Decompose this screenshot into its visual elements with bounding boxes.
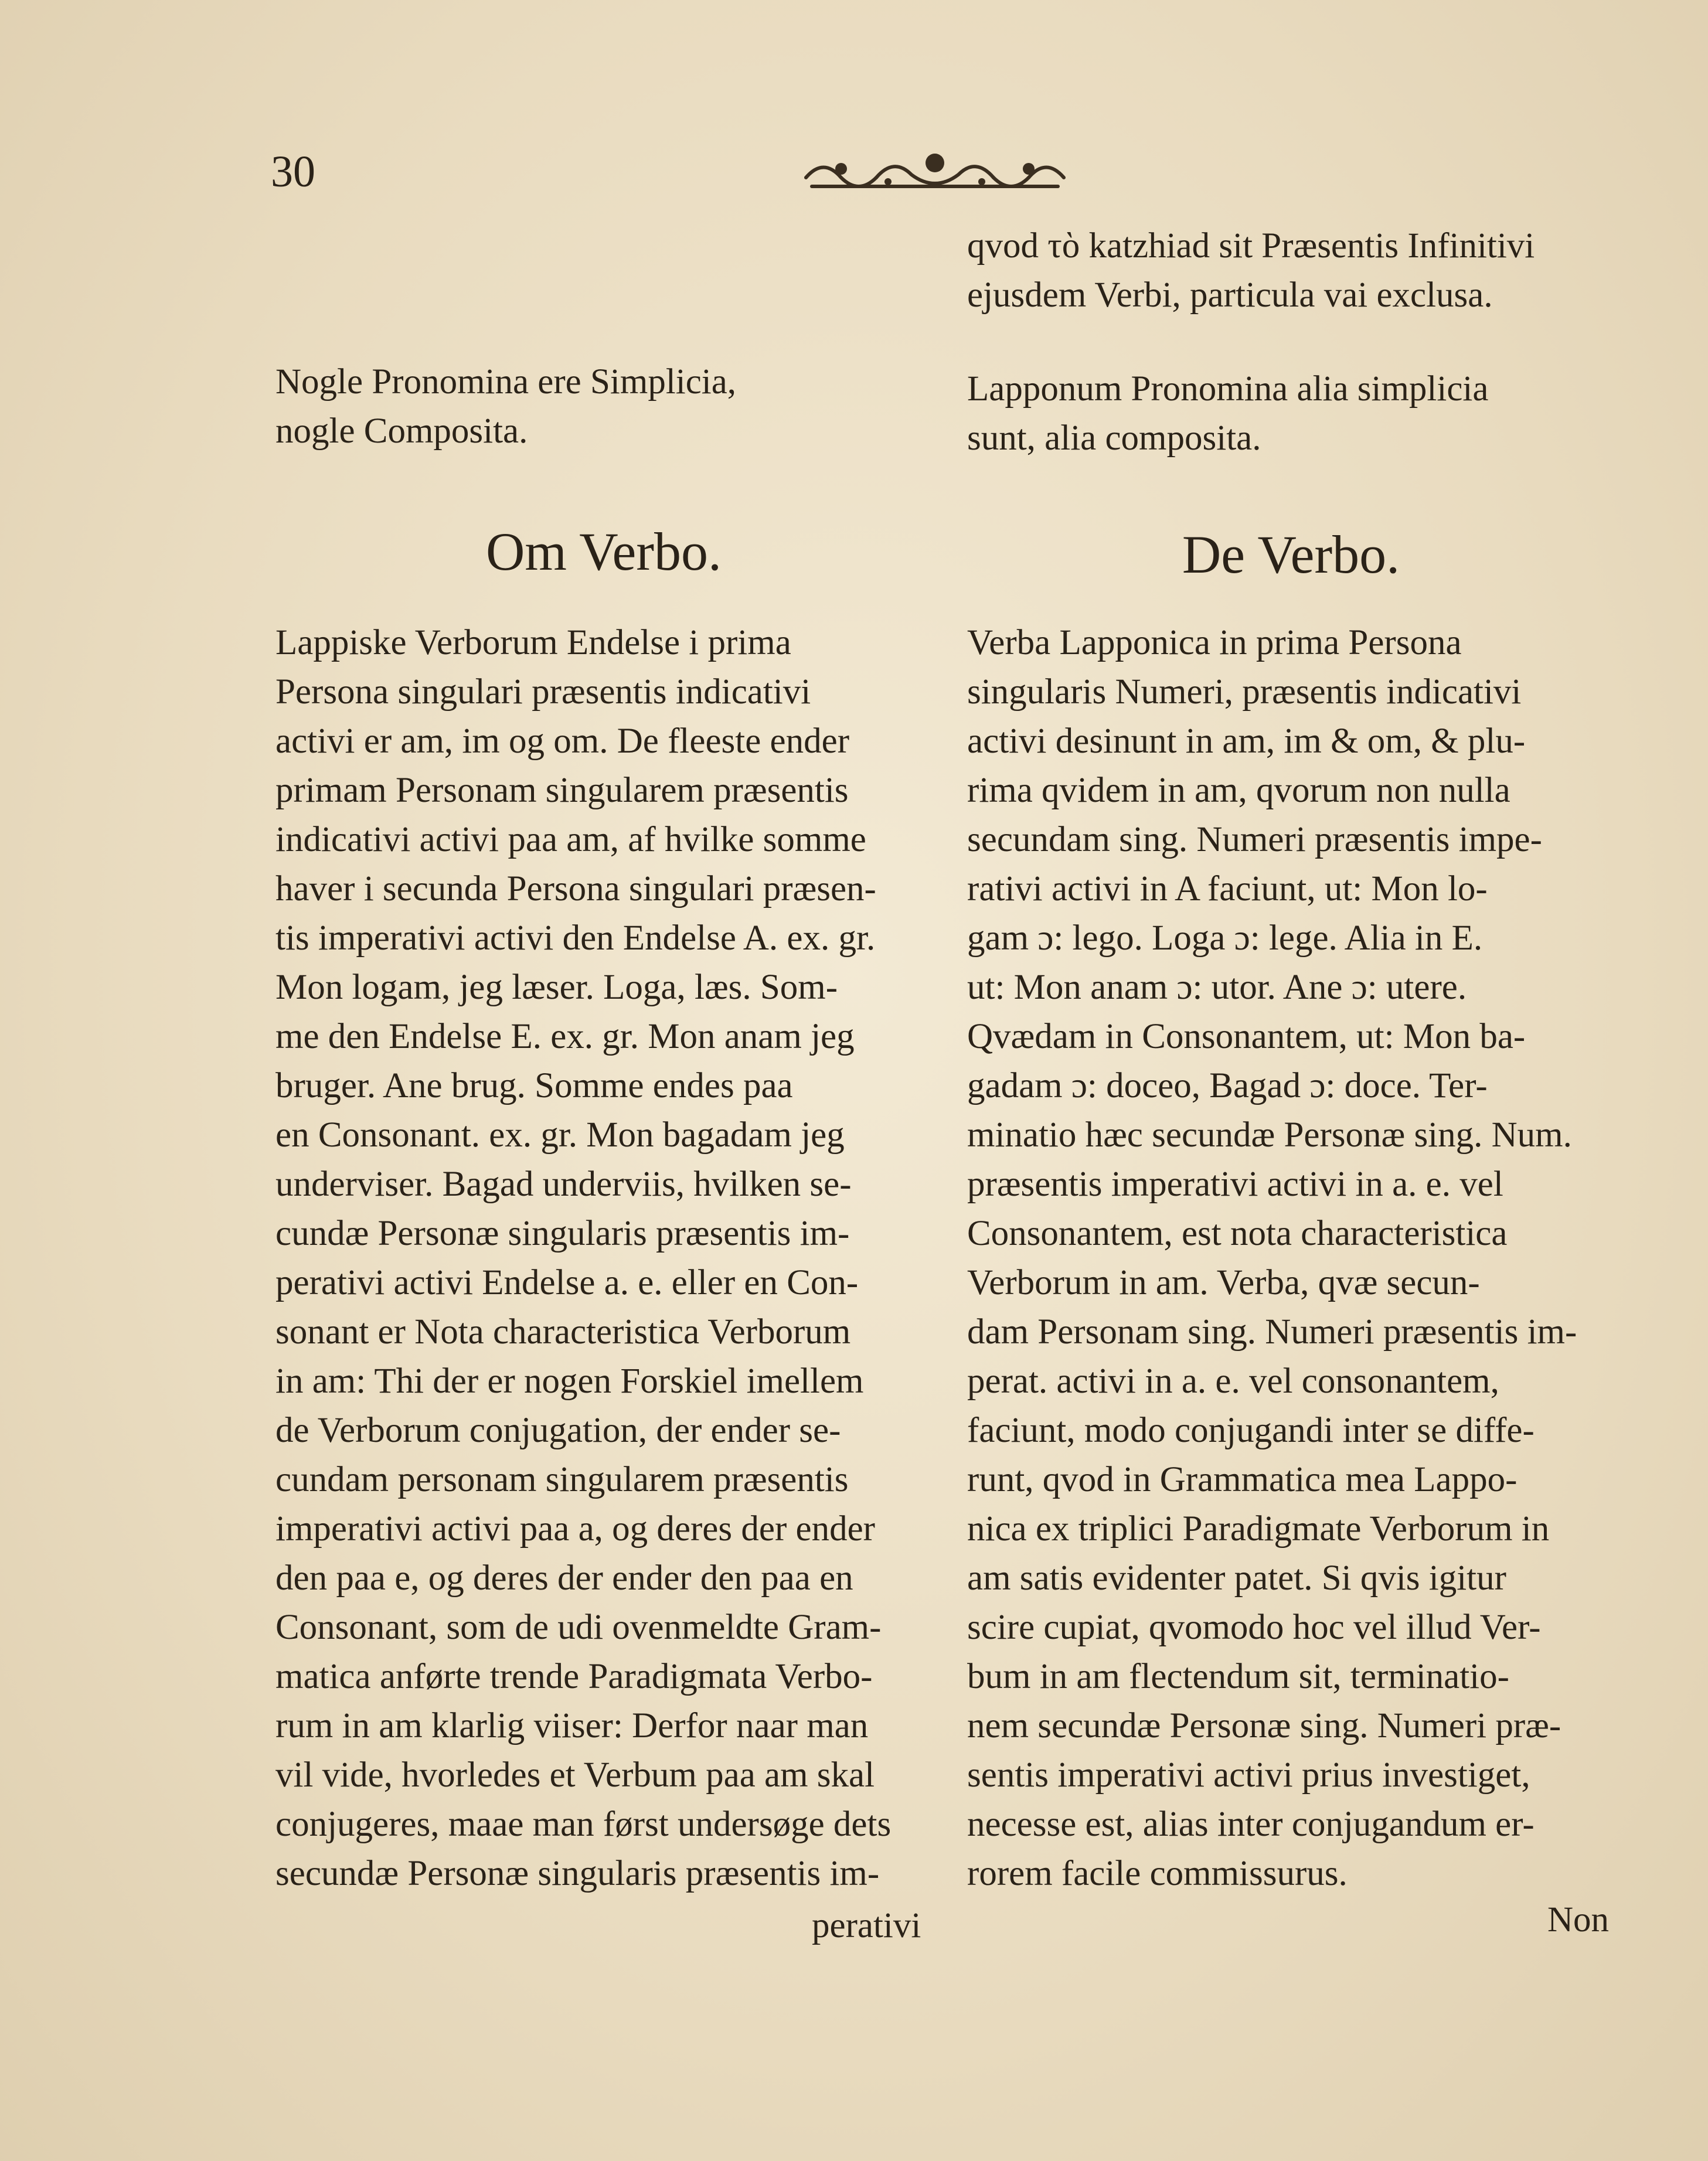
left-heading: Om Verbo.: [485, 522, 722, 581]
right-verbo-text: Verba Lapponica in prima Persona singularis Numeri, præsentis indicativi activi desinunt in am, im & om, & plu- rima qvidem in am, qvorum non nulla secundam sing. Numeri præsentis impe- rativi activi in A faciunt, ut: Mon lo- gam ɔ: lego. Loga ɔ: lege. Alia in E. ut: Mon anam ɔ: utor. Ane ɔ: utere. Qvædam in Consonantem, ut: Mon ba- gadam ɔ: doceo, Bagad ɔ: doce. Ter- minatio hæc secundæ Personæ sing. Num. præsentis imperativi activi in a. e. vel Consonantem, est nota characteristica Verborum in am. Verba, qvæ secun- dam Personam sing. Numeri præsentis im- perat. activi in a. e. vel consonantem, faciunt, modo conjugandi inter se diffe- runt, qvod in Grammatica mea Lappo- nica ex triplici Paradigmate Verborum in am satis evidenter patet. Si qvis igitur scire cupiat, qvomodo hoc vel illud Ver- bum in am flectendum sit, terminatio- nem secundæ Personæ sing. Numeri præ- sentis imperativi activi prius investiget, necesse est, alias inter conjugandum er- rorem facile commissurus.: [967, 623, 1577, 1893]
right-top-text: qvod τὸ katzhiad sit Præsentis Infinitivi ejusdem Verbi, particula vai exclusa.: [967, 226, 1535, 315]
page-number: 30: [271, 147, 315, 196]
left-catchword: perativi: [812, 1906, 921, 1945]
right-heading: De Verbo.: [1182, 525, 1400, 584]
left-verbo-text: Lappiske Verborum Endelse i prima Persona singulari præsentis indicativi activi er am, im og om. De fleeste ender primam Personam singularem præsentis indicativi activi paa am, af hvilke somme haver i secunda Persona singulari præsen- tis imperativi activi den Endelse A. ex. gr. Mon logam, jeg læser. Loga, læs. Som- me den Endelse E. ex. gr. Mon anam jeg bruger. Ane brug. Somme endes paa en Consonant. ex. gr. Mon bagadam jeg underviser. Bagad underviis, hvilken se- cundæ Personæ singularis præsentis im- perativi activi Endelse a. e. eller en Con- sonant er Nota characteristica Verborum in am: Thi der er nogen Forskiel imellem de Verborum conjugation, der ender se- cundam personam singularem præsentis imperativi activi paa a, og deres der ender den paa e, og deres der ender den paa en Consonant, som de udi ovenmeldte Gram- matica anførte trende Paradigmata Verbo- rum in am klarlig viiser: Derfor naar man vil vide, hvorledes et Verbum paa am skal conjugeres, maae man først undersøge dets secundæ Personæ singularis præsentis im-: [275, 623, 892, 1893]
right-catchword: Non: [1547, 1900, 1610, 1939]
ornament-headpiece: [800, 145, 1070, 198]
left-pronomina-text: Nogle Pronomina ere Simplicia, nogle Composita.: [275, 362, 737, 451]
right-pronomina-text: Lapponum Pronomina alia simplicia sunt, alia composita.: [967, 369, 1489, 458]
